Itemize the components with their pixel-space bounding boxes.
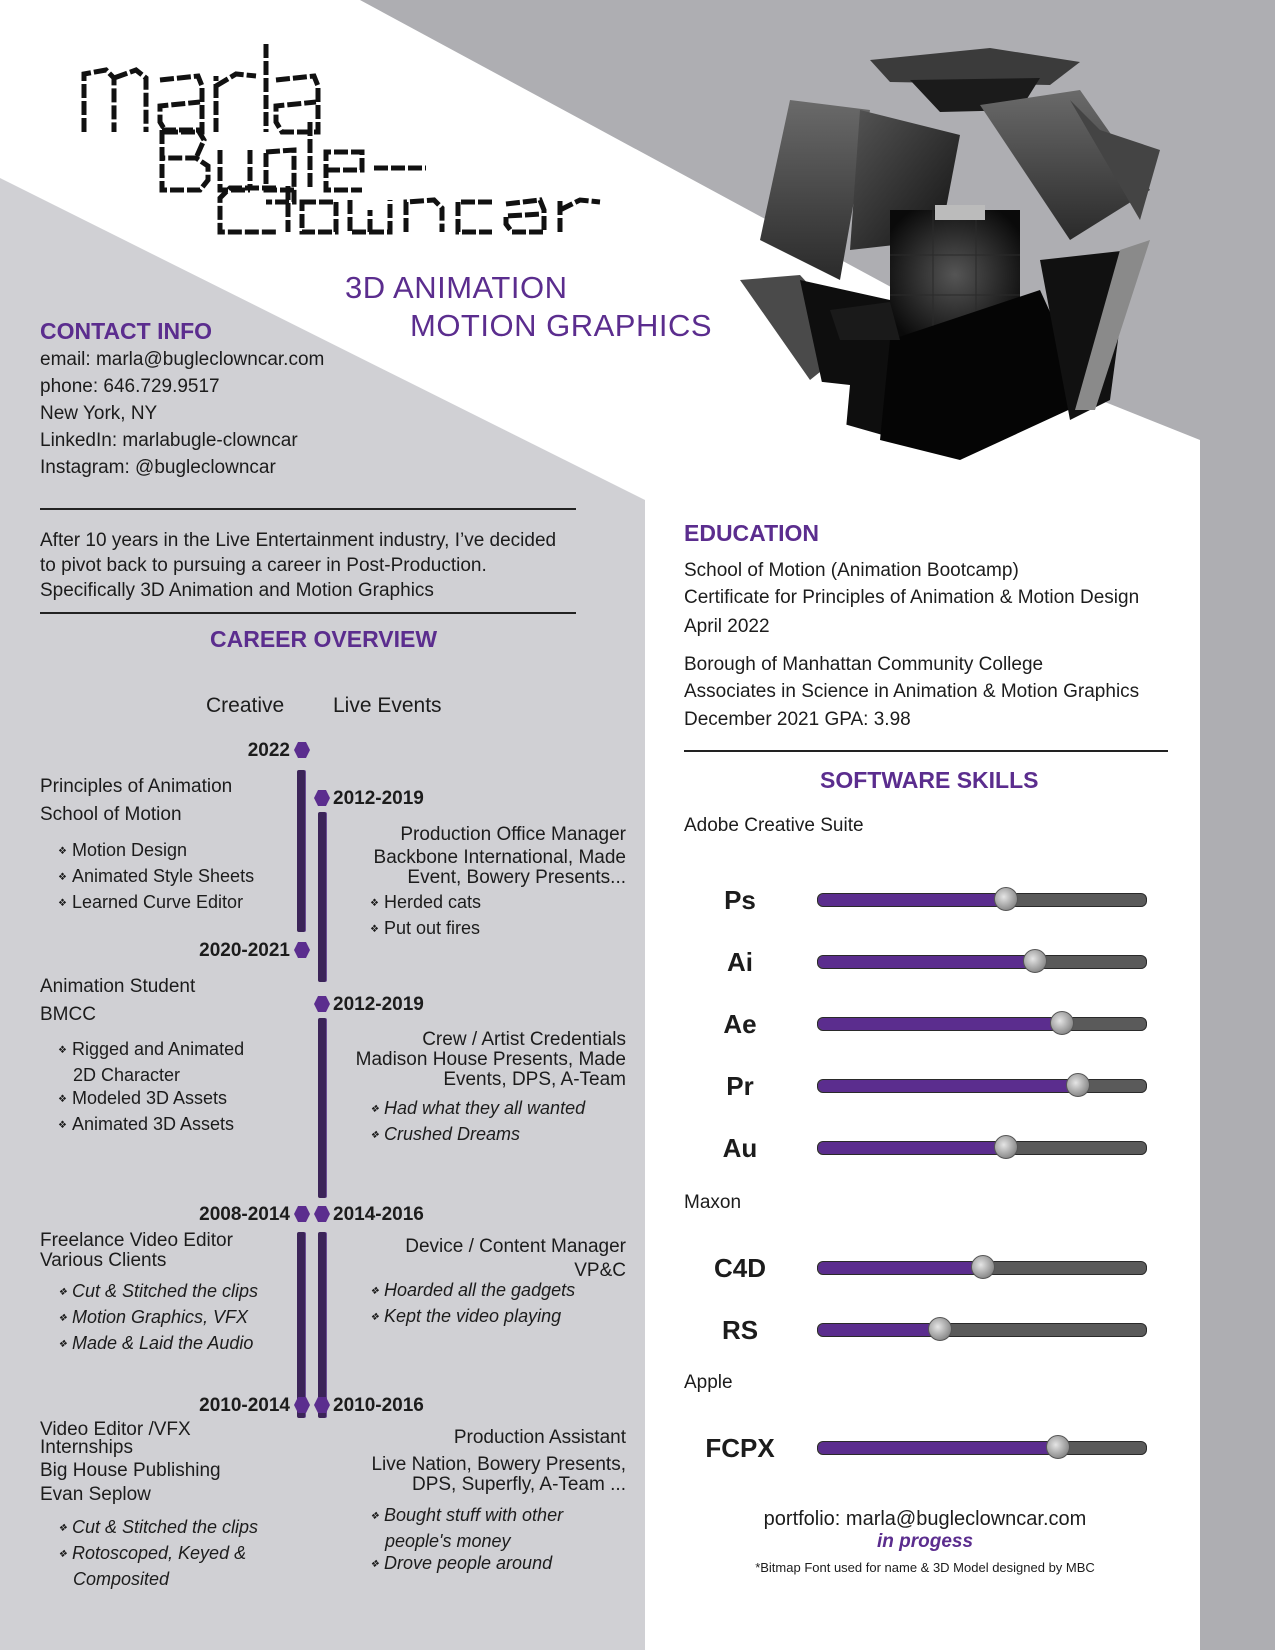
creative-year: 2010-2014 [199,1395,290,1416]
education-heading: EDUCATION [684,520,820,546]
live-org: VP&C [574,1260,626,1281]
creative-year: 2022 [247,740,290,761]
skill-slider-knob [971,1255,995,1279]
creative-org: School of Motion [40,804,182,825]
column-creative: Creative [206,694,285,717]
bullet-item: ❖ Cut & Stitched the clips [58,1280,258,1306]
bullet-item: ❖ Put out fires [370,917,481,943]
bullet-continuation: 2D Character [73,1065,181,1085]
live-org-line: Event, Bowery Presents... [407,867,626,888]
3d-model-illustration [740,40,1210,480]
live-bullets [370,1504,563,1578]
education-date: December 2021 GPA: 3.98 [684,709,911,730]
footnote: *Bitmap Font used for name & 3D Model designed by MBC [755,1560,1095,1575]
intro-paragraph [40,528,556,603]
creative-org: BMCC [40,1004,96,1025]
contact-email[interactable]: email: marla@bugleclowncar.com [40,349,325,370]
live-year: 2010-2016 [333,1395,424,1416]
column-live-events: Live Events [333,694,442,717]
live-org-line: Live Nation, Bowery Presents, [371,1454,626,1475]
live-year: 2012-2019 [333,994,424,1015]
bullet-item: ❖ Modeled 3D Assets [58,1087,244,1113]
live-org-line: DPS, Superfly, A-Team ... [411,1474,626,1495]
skill-slider-track [817,1141,1147,1155]
contact-phone[interactable]: phone: 646.729.9517 [40,376,220,397]
skill-slider-fill [818,1442,1057,1454]
timeline-bar [318,1018,326,1198]
contact-location: New York, NY [40,403,158,424]
live-bullets [370,1279,575,1331]
skill-slider-fill [818,1142,1005,1154]
skill-slider-knob [994,887,1018,911]
creative-bullets [58,1038,244,1139]
live-org-line: Events, DPS, A-Team [443,1069,626,1090]
skill-label: Ae [723,1009,757,1039]
creative-bullets [58,1280,258,1358]
name-bitmap-logo [80,40,640,240]
creative-org: Various Clients [40,1250,167,1271]
bullet-item: ❖ Cut & Stitched the clips [58,1516,258,1542]
live-role: Production Assistant [453,1427,626,1448]
timeline-bar [297,770,305,932]
skill-label: Pr [726,1071,754,1101]
skill-slider-track [817,1017,1147,1031]
live-bullets [370,891,481,943]
bullet-item: ❖ Learned Curve Editor [58,891,254,917]
skill-label: C4D [713,1253,766,1283]
contact-linkedin[interactable]: LinkedIn: marlabugle-clowncar [40,430,298,451]
skill-slider-track [817,1261,1147,1275]
creative-role: Internships [40,1437,133,1458]
intro-line: Specifically 3D Animation and Motion Graphics [40,580,434,601]
creative-org: Big House Publishing [40,1460,221,1481]
bullet-item: ❖ Motion Graphics, VFX [58,1306,258,1332]
creative-role: Animation Student [40,976,196,997]
bullet-item: ❖ Animated Style Sheets [58,865,254,891]
timeline-bar [297,1232,305,1418]
skill-slider-fill [818,956,1034,968]
contact-heading: CONTACT INFO [40,318,213,344]
live-org [330,848,626,888]
bullet-continuation: people's money [385,1531,511,1551]
education-school: Borough of Manhattan Community College [684,654,1044,675]
portfolio-link[interactable]: portfolio: marla@bugleclowncar.com [763,1508,1087,1530]
creative-bullets [58,839,254,917]
subtitle-line1: 3D ANIMATION [345,270,568,305]
skill-slider-fill [818,1018,1061,1030]
bullet-item: ❖ Kept the video playing [370,1305,575,1331]
skill-label: Ps [724,885,756,915]
contact-block [40,346,324,481]
software-heading: SOFTWARE SKILLS [820,767,1039,793]
creative-year: 2020-2021 [199,940,290,961]
skill-category: Apple [684,1372,733,1393]
creative-year: 2008-2014 [199,1204,290,1225]
subtitle-line2: MOTION GRAPHICS [410,308,713,343]
skill-label: FCPX [705,1433,775,1463]
live-year: 2012-2019 [333,788,424,809]
bullet-item: ❖ Made & Laid the Audio [58,1332,258,1358]
live-bullets [370,1097,585,1149]
skill-slider-knob [1050,1011,1074,1035]
divider [40,508,576,510]
live-org [330,1455,626,1495]
skill-slider-track [817,1079,1147,1093]
bullet-item: ❖ Rigged and Animated [58,1038,244,1064]
skill-slider-track [817,955,1147,969]
education-degree: Associates in Science in Animation & Motion Graphics [684,681,1140,702]
skill-slider-track [817,893,1147,907]
bullet-item: ❖ Had what they all wanted [370,1097,585,1123]
bullet-item: ❖ Crushed Dreams [370,1123,585,1149]
live-role: Production Office Manager [400,824,626,845]
education-date: April 2022 [684,616,770,637]
portfolio-status: in progess [876,1531,974,1552]
skill-label: Au [722,1133,758,1163]
skill-label: Ai [727,947,753,977]
bullet-item: ❖ Animated 3D Assets [58,1113,244,1139]
live-org-line: Madison House Presents, Made [355,1049,626,1070]
bullet-item: ❖ Drove people around [370,1552,563,1578]
career-heading: CAREER OVERVIEW [210,626,438,652]
divider [684,750,1168,752]
skill-category: Adobe Creative Suite [684,815,864,836]
skill-slider-fill [818,894,1005,906]
live-org-line: Backbone International, Made [373,847,626,868]
bullet-item: ❖ Hoarded all the gadgets [370,1279,575,1305]
live-org [330,1050,626,1090]
bullet-continuation: Composited [73,1569,170,1589]
education-school: School of Motion (Animation Bootcamp) [684,560,1019,581]
live-year: 2014-2016 [333,1204,424,1225]
bullet-item: ❖ Herded cats [370,891,481,917]
timeline-bar [318,1232,326,1418]
creative-role: Video Editor /VFX [40,1419,191,1440]
creative-role: Freelance Video Editor [40,1230,233,1251]
skill-slider-track [817,1441,1147,1455]
creative-org: Evan Seplow [40,1484,151,1505]
skill-slider-fill [818,1324,939,1336]
skill-label: RS [721,1315,759,1345]
skill-slider-fill [818,1080,1077,1092]
live-role: Device / Content Manager [405,1236,626,1257]
bullet-item: ❖ Motion Design [58,839,254,865]
creative-bullets [58,1516,258,1591]
bullet-item: ❖ Bought stuff with other [370,1504,563,1530]
creative-role: Principles of Animation [40,776,233,797]
live-role: Crew / Artist Credentials [422,1029,626,1050]
skill-slider-fill [818,1262,982,1274]
intro-line: After 10 years in the Live Entertainment industry, I’ve decided [40,530,557,551]
skill-category: Maxon [684,1192,742,1213]
skill-slider-knob [994,1135,1018,1159]
timeline-bar [318,812,326,982]
bullet-item: ❖ Rotoscoped, Keyed & [58,1542,258,1568]
education-certificate: Certificate for Principles of Animation & Motion Design [684,587,1140,608]
intro-line: to pivot back to pursuing a career in Post-Production. [40,555,487,576]
skill-slider-track [817,1323,1147,1337]
divider [40,612,576,614]
contact-instagram[interactable]: Instagram: @bugleclowncar [40,457,276,478]
skill-slider-knob [1066,1073,1090,1097]
